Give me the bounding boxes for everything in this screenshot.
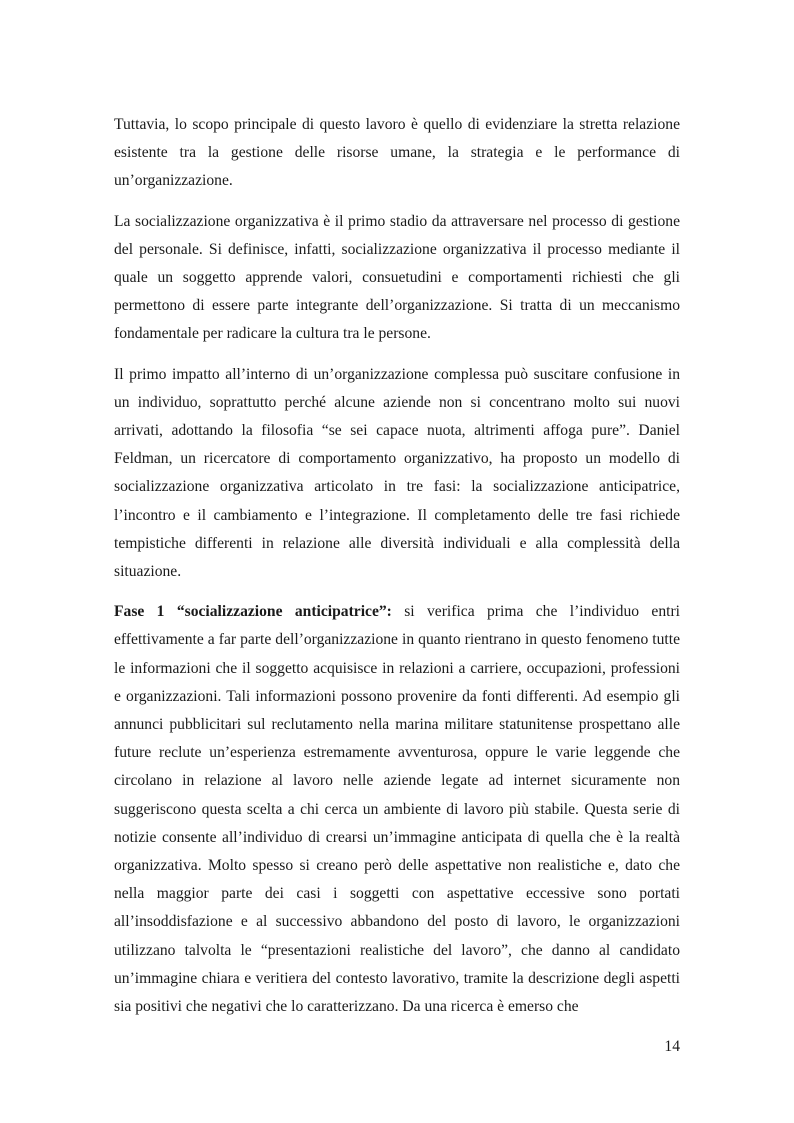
phase-1-heading: Fase 1 “socializzazione anticipatrice”: — [114, 603, 392, 621]
paragraph-3: Il primo impatto all’interno di un’organizzazione complessa può suscitare confusione in un individuo, soprattutto perché alcune aziende non si concentrano molto sui nuovi arrivati, adottando la filosofia “se sei capace nuota, altrimenti affoga pure”. Daniel Feldman, un ricercatore di comportamento organizzativo, ha proposto un modello di socializzazione organizzativa articolato in tre fasi: la socializzazione anticipatrice, l’incontro e il cambiamento e l’integrazione. Il completamento delle tre fasi richiede tempistiche differenti in relazione alle diversità individuali e alla complessità della situazione. — [114, 365, 680, 581]
phase-1-text: si verifica prima che l’individuo entri effettivamente a far parte dell’organizzazione in quanto rientrano in questo fenomeno tutte le informazioni che il soggetto acquisisce in relazioni a carriere, occupazioni, professioni e organizzazioni. Tali informazioni possono provenire da fonti differenti. Ad esempio gli annunci pubblicitari sul reclutamento nella marina militare statunitense prospettano alle future reclute un’esperienza estremamente avventurosa, oppure le varie leggende che circolano in relazione al lavoro nelle aziende legate ad internet sicuramente non suggeriscono questa scelta a chi cerca un ambiente di lavoro più stabile. Questa serie di notizie consente all’individuo di crearsi un’immagine anticipata di quella che è la realtà organizzativa. Molto spesso si creano però delle aspettative non realistiche e, dato che nella maggior parte dei casi i soggetti con aspettative eccessive sono portati all’insoddisfazione e al successivo abbandono del posto di lavoro, le organizzazioni utilizzano talvolta le “presentazioni realistiche del lavoro”, che danno al candidato un’immagine chiara e veritiera del contesto lavorativo, tramite la descrizione degli aspetti sia positivi che negativi che lo caratterizzano. Da una ricerca è emerso che — [114, 603, 680, 1016]
paragraph-2: La socializzazione organizzativa è il primo stadio da attraversare nel processo di gestione del personale. Si definisce, infatti, socializzazione organizzativa il processo mediante il quale un soggetto apprende valori, consuetudini e comportamenti richiesti che gli permettono di essere parte integrante dell’organizzazione. Si tratta di un meccanismo fondamentale per radicare la cultura tra le persone. — [114, 212, 680, 343]
page-number: 14 — [664, 1038, 680, 1055]
body-text — [114, 111, 680, 1033]
paragraph-4 — [114, 598, 680, 1021]
paragraph-1: Tuttavia, lo scopo principale di questo lavoro è quello di evidenziare la stretta relazione esistente tra la gestione delle risorse umane, la strategia e le performance di un’organizzazione. — [114, 116, 680, 190]
